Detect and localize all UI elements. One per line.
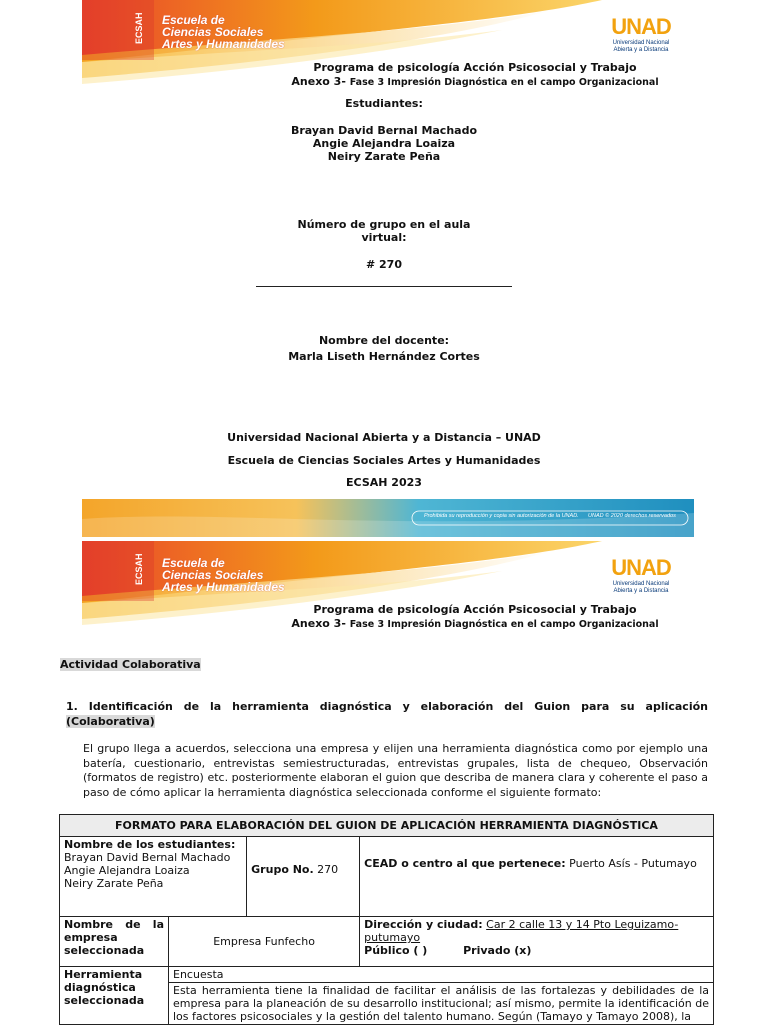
annex-rest: Fase 3 Impresión Diagnóstica en el campo Organizacional <box>349 619 659 630</box>
unad-logo <box>606 14 676 54</box>
tool-description: Esta herramienta tiene la finalidad de facilitar el análisis de las fortalezas y debilidades de la empresa para la planeación de su desarrollo institucional; así mismo, permite la identificación de los factores psicosociales y la gestión del talento humano. Según (Tamayo y Tamayo 2008), la <box>173 984 709 1023</box>
school-name: Escuela de Ciencias Sociales Artes y Humanidades <box>227 454 541 467</box>
university-name: Universidad Nacional Abierta y a Distancia – UNAD <box>227 431 541 444</box>
unad-logo-sub-1: Universidad Nacional <box>612 40 670 46</box>
tool-value-cell <box>169 967 714 1025</box>
table-student-1: Brayan David Bernal Machado <box>64 851 231 864</box>
annex-prefix: Anexo 3- <box>291 617 346 630</box>
private-label: Privado (x) <box>463 944 532 957</box>
company-label-cell <box>60 917 169 967</box>
address-value: Car 2 calle 13 y 14 Pto Leguizamo- putumayo <box>364 918 679 944</box>
cead-label: CEAD o centro al que pertenece: <box>364 857 566 870</box>
table-student-2: Angie Alejandra Loaiza <box>64 864 190 877</box>
unad-logo-sub-2: Abierta y a Distancia <box>613 588 669 594</box>
intro-paragraph: El grupo llega a acuerdos, selecciona una empresa y elijen una herramienta diagnóstica como por ejemplo una batería, cuestionario, entrevistas semiestructuradas, entrevistas grupales, lista de chequeo, Observación (formatos de registro) etc. posteriormente elaboran el guion que describa de manera clara y coherente el paso a paso de cómo aplicar la herramienta diagnóstica seleccionada conforme el siguiente formato: <box>83 742 708 799</box>
school-name-lines-2 <box>162 557 285 593</box>
signature-line <box>256 286 512 287</box>
footer-band <box>82 499 694 537</box>
unad-logo-sub-2: Abierta y a Distancia <box>613 47 669 53</box>
school-name-lines <box>162 14 285 50</box>
public-private-row <box>364 944 709 957</box>
group-label-line-2: virtual: <box>361 231 407 244</box>
table-student-3: Neiry Zarate Peña <box>64 877 164 890</box>
company-label: Nombre de la empresa seleccionada <box>64 918 164 957</box>
student-1: Brayan David Bernal Machado <box>290 124 478 137</box>
school-line-1: Escuela de <box>162 13 225 27</box>
activity-label: Actividad Colaborativa <box>60 658 201 671</box>
tool-label-cell <box>60 967 169 1025</box>
table-title <box>60 815 714 837</box>
company-value-cell <box>169 917 360 967</box>
annex-title-line <box>250 617 700 632</box>
students-label: Estudiantes: <box>345 97 423 110</box>
school-line-2: Ciencias Sociales <box>162 568 264 582</box>
student-2: Angie Alejandra Loaiza <box>312 137 456 150</box>
tool-label: Herramienta diagnóstica seleccionada <box>64 968 145 1007</box>
ecsah-vertical-label: ECSAH <box>134 12 144 44</box>
format-table <box>59 814 714 1025</box>
teacher-block <box>0 334 768 363</box>
unad-logo-text <box>606 555 676 581</box>
footer-note-2: UNAD © 2020 derechos reservados <box>588 513 676 519</box>
annex-title-line <box>250 75 700 90</box>
company-value: Empresa Funfecho <box>213 935 315 948</box>
school-line-1: Escuela de <box>162 556 225 570</box>
annex-rest: Fase 3 Impresión Diagnóstica en el campo Organizacional <box>349 77 659 88</box>
group-label <box>0 218 768 244</box>
school-line-2: Ciencias Sociales <box>162 25 264 39</box>
group-label-line-1: Número de grupo en el aula <box>297 218 471 231</box>
school-line-3: Artes y Humanidades <box>162 580 285 594</box>
program-title-line: Programa de psicología Acción Psicosocial y Trabajo <box>313 61 637 74</box>
address-cell <box>360 917 714 967</box>
tool-value: Encuesta <box>169 967 713 983</box>
group-cell <box>247 837 360 917</box>
item-title-tag: (Colaborativa) <box>66 714 155 728</box>
program-title <box>250 61 700 90</box>
item-title: Identificación de la herramienta diagnóstica y elaboración del Guion para su aplicación <box>88 700 708 713</box>
unad-logo-2 <box>606 555 676 595</box>
student-3: Neiry Zarate Peña <box>327 150 441 163</box>
address-label: Dirección y ciudad: <box>364 918 483 931</box>
unad-logo-wordmark: UNAD <box>611 555 671 580</box>
public-label: Público ( ) <box>364 944 428 957</box>
students-cell <box>60 837 247 917</box>
ecsah-year: ECSAH 2023 <box>346 476 422 489</box>
program-title-2 <box>250 603 700 632</box>
table-title-text: FORMATO PARA ELABORACIÓN DEL GUION DE APLICACIÓN HERRAMIENTA DIAGNÓSTICA <box>115 819 658 832</box>
unad-logo-text <box>606 14 676 40</box>
school-line-3: Artes y Humanidades <box>162 37 285 51</box>
students-list <box>0 124 768 163</box>
annex-prefix: Anexo 3- <box>291 75 346 88</box>
unad-logo-wordmark: UNAD <box>611 14 671 39</box>
footer-note-1: Prohibida su reproducción y copia sin autorización de la UNAD. <box>424 513 579 519</box>
teacher-name: Marla Liseth Hernández Cortes <box>288 350 480 363</box>
unad-logo-sub-1: Universidad Nacional <box>612 581 670 587</box>
program-title-line: Programa de psicología Acción Psicosocial y Trabajo <box>313 603 637 616</box>
cead-cell <box>360 837 714 917</box>
item-number: 1. <box>66 700 78 713</box>
students-cell-label: Nombre de los estudiantes: <box>64 838 236 851</box>
group-number: # 270 <box>365 258 402 271</box>
cead-value: Puerto Asís - Putumayo <box>569 857 697 870</box>
group-cell-label: Grupo No. <box>251 863 314 876</box>
item-heading <box>66 700 708 729</box>
ecsah-vertical-label-2: ECSAH <box>134 553 144 585</box>
group-cell-value: 270 <box>317 863 339 876</box>
teacher-label: Nombre del docente: <box>318 334 450 347</box>
